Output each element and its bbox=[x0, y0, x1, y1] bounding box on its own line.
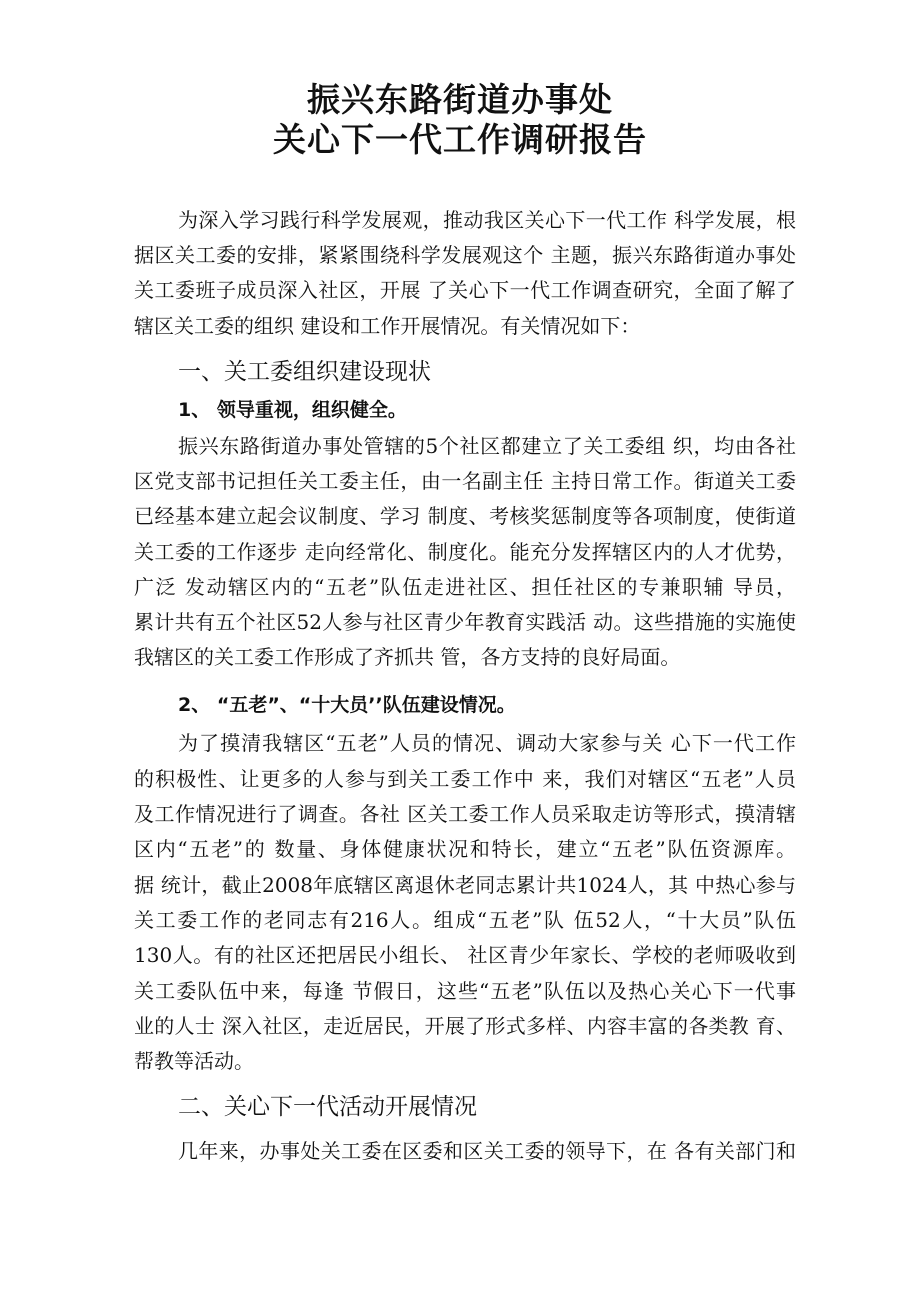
paragraph-line: 已经基本建立起会议制度、学习 制度、考核奖惩制度等各项制度，使街道 bbox=[134, 504, 796, 528]
paragraph-line: 帮教等活动。 bbox=[134, 1049, 254, 1073]
paragraph-line: 振兴东路街道办事处管辖的5个社区都建立了关工委组 织，均由各社 bbox=[178, 434, 796, 458]
paragraph-line: 区党支部书记担任关工委主任，由一名副主任 主持日常工作。街道关工委 bbox=[134, 469, 796, 493]
section-1-heading: 一、关工委组织建设现状 bbox=[178, 359, 431, 385]
document-title-line-1: 振兴东路街道办事处 bbox=[307, 80, 613, 119]
paragraph-line: 业的人士 深入社区，走近居民，开展了形式多样、内容丰富的各类教 育、 bbox=[134, 1014, 796, 1038]
paragraph-line: 为了摸清我辖区“五老”人员的情况、调动大家参与关 心下一代工作 bbox=[178, 731, 796, 755]
paragraph-line: 关工委的工作逐步 走向经常化、制度化。能充分发挥辖区内的人才优势， bbox=[134, 540, 796, 564]
intro-line: 辖区关工委的组织 建设和工作开展情况。有关情况如下： bbox=[134, 314, 641, 338]
paragraph-line: 几年来，办事处关工委在区委和区关工委的领导下，在 各有关部门和 bbox=[178, 1139, 796, 1163]
paragraph-line: 广泛 发动辖区内的“五老”队伍走进社区、担任社区的专兼职辅 导员， bbox=[134, 575, 796, 599]
paragraph-line: 区内“五老”的 数量、身体健康状况和特长，建立“五老”队伍资源库。 bbox=[134, 837, 796, 861]
paragraph-line: 我辖区的关工委工作形成了齐抓共 管，各方支持的良好局面。 bbox=[134, 645, 681, 669]
paragraph-line: 关工委队伍中来，每逢 节假日，这些“五老”队伍以及热心关心下一代事 bbox=[134, 979, 796, 1003]
subsection-2-heading: 2、 “五老”、“十大员’’队伍建设情况。 bbox=[178, 694, 516, 716]
paragraph-line: 及工作情况进行了调查。各社 区关工委工作人员采取走访等形式，摸清辖 bbox=[134, 802, 796, 826]
paragraph-line: 的积极性、让更多的人参与到关工委工作中 来，我们对辖区“五老”人员 bbox=[134, 767, 796, 791]
intro-line: 关工委班子成员深入社区，开展 了关心下一代工作调查研究，全面了解了 bbox=[134, 278, 796, 302]
paragraph-line: 关工委工作的老同志有216人。组成“五老”队 伍52人，“十大员”队伍 bbox=[134, 908, 796, 932]
paragraph-line: 据 统计，截止2008年底辖区离退休老同志累计共1024人，其 中热心参与 bbox=[134, 873, 796, 897]
paragraph-line: 130人。有的社区还把居民小组长、 社区青少年家长、学校的老师吸收到 bbox=[134, 943, 796, 967]
intro-line: 为深入学习践行科学发展观，推动我区关心下一代工作 科学发展，根 bbox=[178, 208, 796, 232]
subsection-1-heading: 1、 领导重视，组织健全。 bbox=[178, 399, 407, 421]
document-title-line-2: 关心下一代工作调研报告 bbox=[273, 120, 647, 159]
section-2-heading: 二、关心下一代活动开展情况 bbox=[178, 1094, 477, 1120]
intro-line: 据区关工委的安排，紧紧围绕科学发展观这个 主题，振兴东路街道办事处 bbox=[134, 243, 796, 267]
paragraph-line: 累计共有五个社区52人参与社区青少年教育实践活 动。这些措施的实施使 bbox=[134, 610, 796, 634]
